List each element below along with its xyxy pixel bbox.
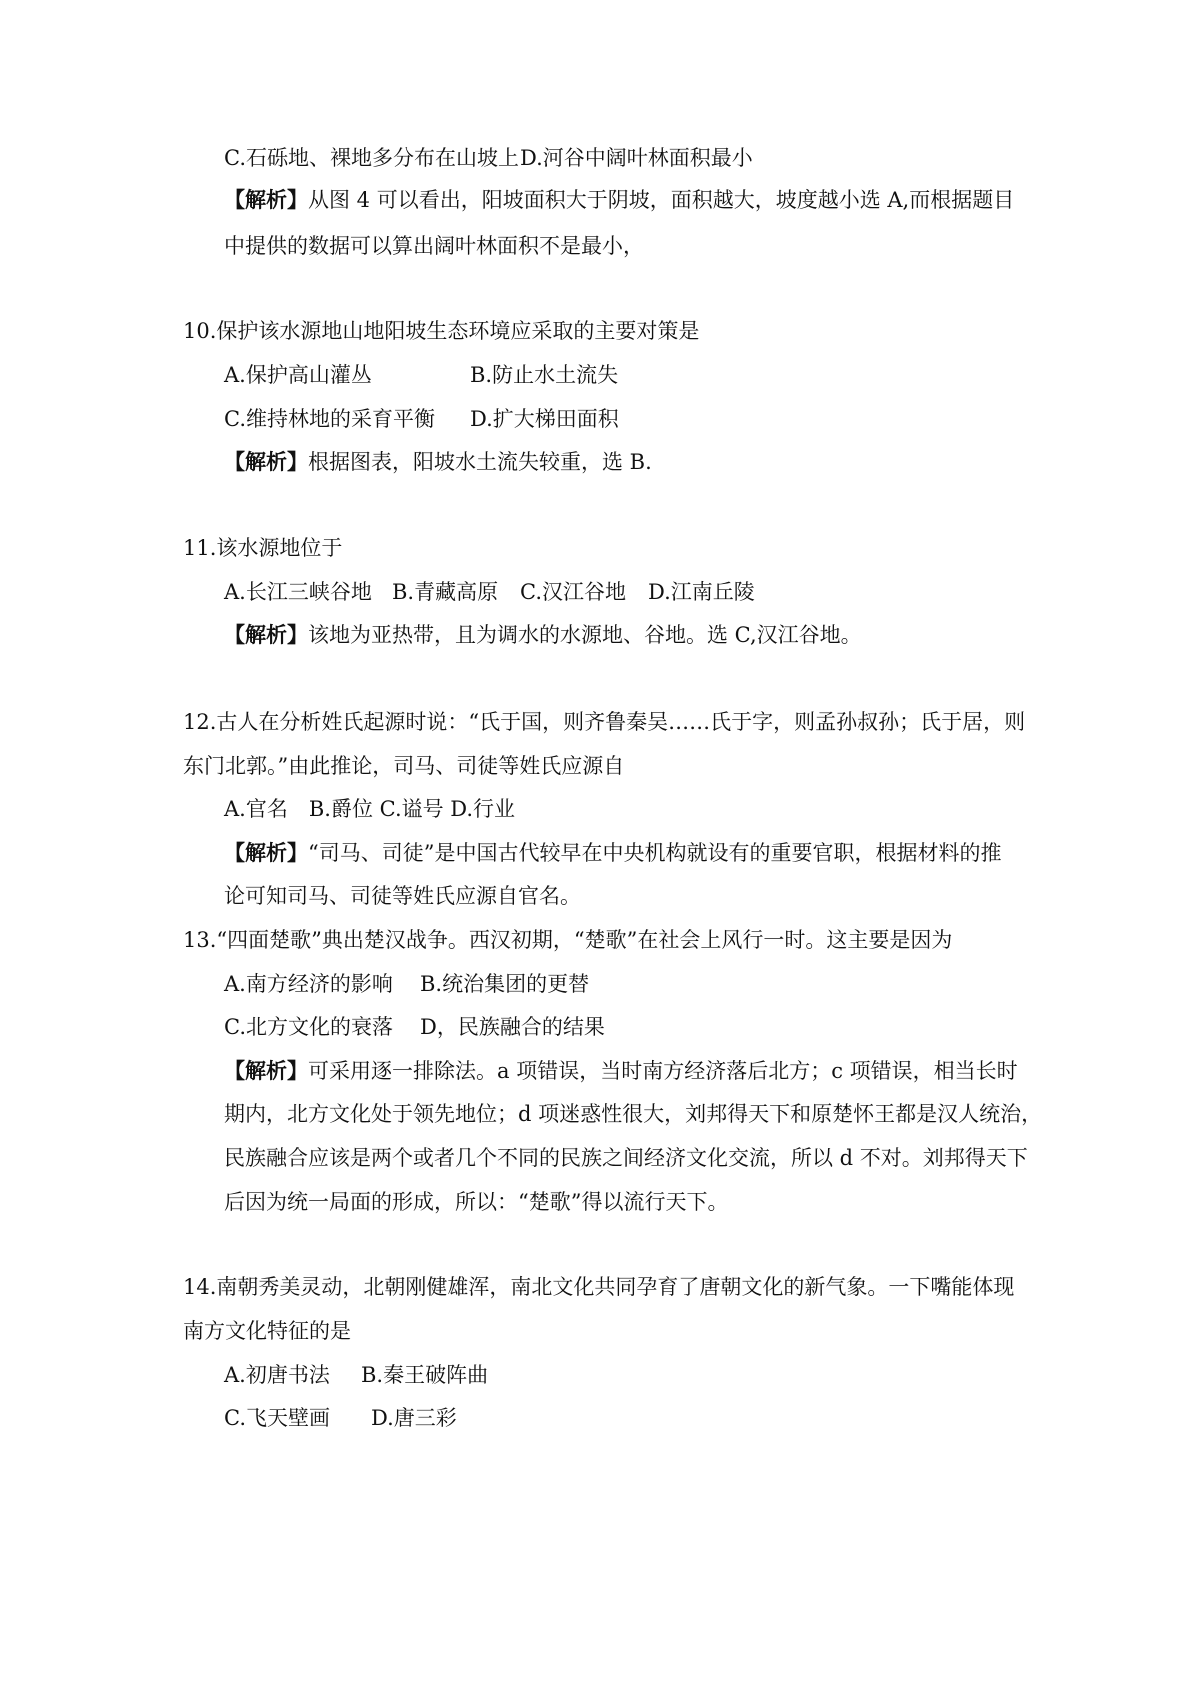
q14-option-c: C.飞天壁画 bbox=[224, 1406, 330, 1430]
q14-option-b: B.秦王破阵曲 bbox=[361, 1363, 489, 1387]
q9-option-d: D.河谷中阔叶林面积最小 bbox=[520, 146, 753, 170]
q14-stem-line-2: 南方文化特征的是 bbox=[183, 1319, 351, 1343]
q9-options-row2 bbox=[224, 148, 753, 169]
q12-stem-line-1: 12.古人在分析姓氏起源时说：“氏于国，则齐鲁秦吴……氏于字，则孟孙叔孙；氏于居，则 bbox=[183, 710, 1026, 734]
q13-options-row2 bbox=[224, 1017, 605, 1038]
q13-options-row1 bbox=[224, 974, 589, 995]
q12-analysis-text-1: “司马、司徒”是中国古代较早在中央机构就设有的重要官职，根据材料的推 bbox=[308, 841, 1002, 865]
q9-analysis-text-1: 从图 4 可以看出，阳坡面积大于阴坡，面积越大，坡度越小选 A,而根据题目 bbox=[308, 188, 1015, 212]
q14-option-a: A.初唐书法 bbox=[224, 1363, 330, 1387]
analysis-label: 【解析】 bbox=[224, 1059, 308, 1083]
q10-stem: 10.保护该水源地山地阳坡生态环境应采取的主要对策是 bbox=[183, 319, 700, 343]
q10-option-c: C.维持林地的采育平衡 bbox=[224, 407, 435, 431]
q13-option-c: C.北方文化的衰落 bbox=[224, 1015, 393, 1039]
q10-option-b: B.防止水土流失 bbox=[470, 363, 619, 387]
analysis-label: 【解析】 bbox=[224, 841, 308, 865]
q10-analysis bbox=[224, 452, 652, 473]
q13-analysis-line-2: 期内，北方文化处于领先地位；d 项迷惑性很大，刘邦得天下和原楚怀王都是汉人统治， bbox=[224, 1102, 1043, 1126]
q11-analysis bbox=[224, 625, 862, 646]
analysis-label: 【解析】 bbox=[224, 450, 308, 474]
q13-analysis-line-1 bbox=[224, 1061, 1018, 1082]
q9-analysis-line-1 bbox=[224, 190, 1014, 211]
q14-options-row2 bbox=[224, 1408, 457, 1429]
q13-option-d: D，民族融合的结果 bbox=[420, 1015, 605, 1039]
q13-analysis-text-1: 可采用逐一排除法。a 项错误，当时南方经济落后北方；c 项错误，相当长时 bbox=[308, 1059, 1018, 1083]
q10-option-d: D.扩大梯田面积 bbox=[470, 407, 619, 431]
q10-analysis-text: 根据图表，阳坡水土流失较重，选 B. bbox=[308, 450, 652, 474]
analysis-label: 【解析】 bbox=[224, 623, 308, 647]
q13-stem: 13.“四面楚歌”典出楚汉战争。西汉初期，“楚歌”在社会上风行一时。这主要是因为 bbox=[183, 928, 953, 952]
q14-stem-line-1: 14.南朝秀美灵动，北朝刚健雄浑，南北文化共同孕育了唐朝文化的新气象。一下嘴能体现 bbox=[183, 1275, 1015, 1299]
q11-option-d: D.江南丘陵 bbox=[648, 580, 755, 604]
q13-analysis-line-4: 后因为统一局面的形成，所以：“楚歌”得以流行天下。 bbox=[224, 1190, 729, 1214]
q11-option-a: A.长江三峡谷地 bbox=[224, 580, 372, 604]
q13-option-a: A.南方经济的影响 bbox=[224, 972, 393, 996]
q13-analysis-line-3: 民族融合应该是两个或者几个不同的民族之间经济文化交流，所以 d 不对。刘邦得天下 bbox=[224, 1146, 1028, 1170]
q11-analysis-text: 该地为亚热带，且为调水的水源地、谷地。选 C,汉江谷地。 bbox=[308, 623, 862, 647]
q9-option-c: C.石砾地、裸地多分布在山坡上 bbox=[224, 146, 519, 170]
q11-option-c: C.汉江谷地 bbox=[520, 580, 626, 604]
q14-option-d: D.唐三彩 bbox=[371, 1406, 457, 1430]
q9-analysis-line-2: 中提供的数据可以算出阔叶林面积不是最小， bbox=[224, 234, 644, 258]
q12-analysis-line-2: 论可知司马、司徒等姓氏应源自官名。 bbox=[224, 884, 581, 908]
analysis-label: 【解析】 bbox=[224, 188, 308, 212]
q10-options-row1 bbox=[224, 365, 618, 386]
q10-option-a: A.保护高山灌丛 bbox=[224, 363, 372, 387]
q14-options-row1 bbox=[224, 1365, 488, 1386]
q10-options-row2 bbox=[224, 409, 619, 430]
q12-stem-line-2: 东门北郭。”由此推论，司马、司徒等姓氏应源自 bbox=[183, 754, 625, 778]
q11-stem: 11.该水源地位于 bbox=[183, 536, 343, 560]
q13-option-b: B.统治集团的更替 bbox=[420, 972, 590, 996]
q12-options: A.官名 B.爵位 C.谥号 D.行业 bbox=[224, 797, 516, 821]
q12-analysis-line-1 bbox=[224, 843, 1001, 864]
q11-option-b: B.青藏高原 bbox=[392, 580, 499, 604]
q11-options bbox=[224, 582, 755, 603]
